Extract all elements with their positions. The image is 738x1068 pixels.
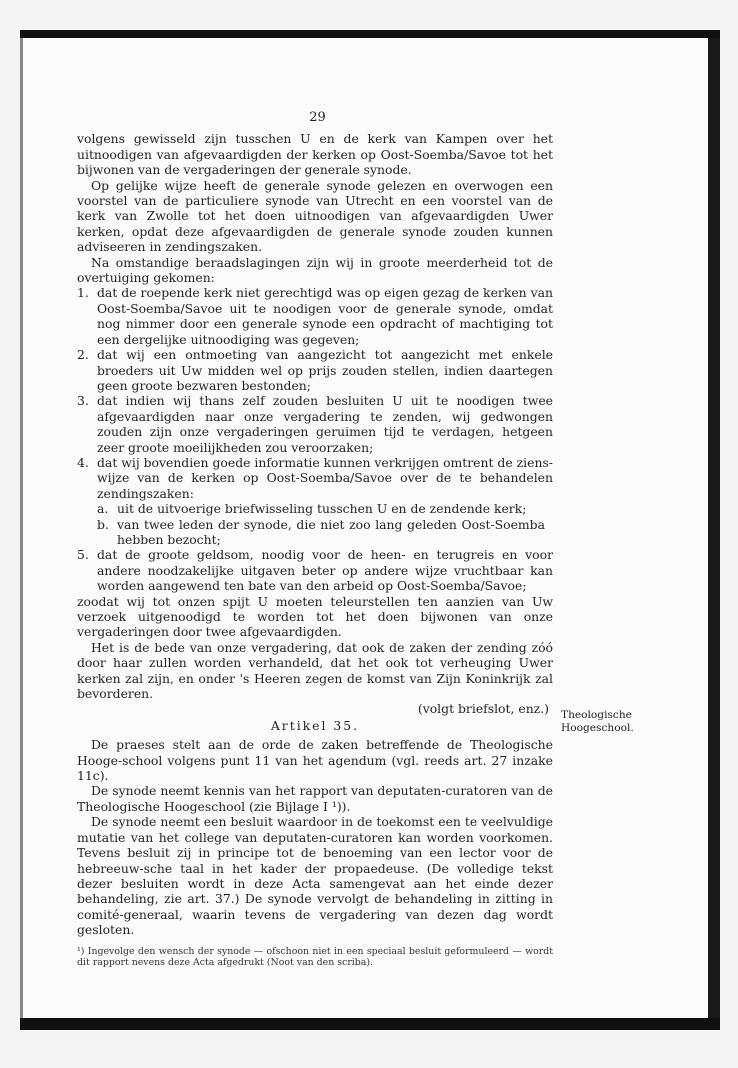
sub-item-letter: b. [97, 516, 109, 532]
sub-item-text: uit de uitvoerige briefwisseling tusschen U en de zendende kerk; [117, 501, 527, 517]
praeses-paragraph: De praeses stelt aan de orde de zaken betreffende de Theologische Hooge-school volgens punt 11 van het agendum (vgl. reeds art. 27 inzake 11c). [77, 737, 553, 784]
besluit-paragraph: De synode neemt een besluit waardoor in de toekomst een te veelvuldige mutatie van het college van deputaten-curatoren kan worden voorkomen. Tevens besluit zij in principe tot de benoeming van een lector voor de hebreeuw-sche taal in het kader der propaedeuse. (De volledige tekst dezer besluiten wordt in deze Acta samengevat aan het einde dezer behandeling, zie art. 37.) De synode vervolgt de behandeling in zitting in comité-generaal, waarin tevens de vergadering van dezen dag wordt gesloten. [77, 814, 553, 938]
article-heading: Artikel 35. [270, 717, 360, 733]
scan-border-right [708, 38, 720, 1028]
page-content [77, 110, 553, 969]
kennis-paragraph: De synode neemt kennis van het rapport van deputaten-curatoren van de Theologische Hoogeschool (zie Bijlage I ¹)). [77, 783, 553, 814]
list-item [77, 455, 553, 547]
footnote: ¹) Ingevolge den wensch der synode — ofschoon niet in een speciaal besluit geformuleerd — wordt dit rapport nevens deze Acta afgedrukt (Noot van den scriba). [77, 945, 553, 969]
intro-paragraph: volgens gewisseld zijn tusschen U en de kerk van Kampen over het uitnoodigen van afgevaardigden der kerken op Oost-Soemba/Savoe tot het bijwonen van de vergaderingen der generale synode. [77, 131, 553, 178]
zoodat-paragraph: zoodat wij tot onzen spijt U moeten teleurstellen ten aanzien van Uw verzoek uitgenoodigd te worden tot het doen bijwonen van onze vergaderingen door twee afgevaardigden. [77, 593, 553, 640]
list-item-text: dat de roepende kerk niet gerechtigd was op eigen gezag de kerken van Oost-Soemba/Savoe uit te noodigen voor de generale synode, omdat nog nimmer door een generale synode een opdracht of machtiging tot een dergelijke uitnoodiging was gegeven; [97, 285, 553, 347]
list-item-number: 4. [77, 454, 89, 470]
scan-border-top [20, 30, 720, 38]
sub-item-text: van twee leden der synode, die niet zoo lang geleden Oost-Soemba hebben bezocht; [117, 516, 545, 547]
list-item [77, 347, 553, 393]
list-item-number: 2. [77, 347, 89, 363]
scan-border-bottom [20, 1018, 720, 1030]
list-item [77, 547, 553, 593]
page-number: 29 [309, 110, 326, 125]
list-item-text: dat de groote geldsom, noodig voor de heen- en terugreis en voor andere noodzakelijke uitgaven beter op andere wijze vruchtbaar kan worden aangewend ten bate van den arbeid op Oost-Soemba/Savoe; [97, 547, 553, 594]
utrecht-paragraph: Op gelijke wijze heeft de generale synode gelezen en overwogen een voorstel van de particuliere synode van Utrecht en een voorstel van de kerk van Zwolle tot het doen uitnoodigen van afgevaardigden Uwer kerken, opdat deze afgevaardigden de generale synode zouden kunnen adviseeren in zendingszaken. [77, 177, 553, 255]
list-item [77, 393, 553, 455]
margin-note: Theologische Hoogeschool. [561, 709, 634, 734]
list-item-text: dat indien wij thans zelf zouden besluiten U uit te noodigen twee afgevaardigden naar onze vergadering te zenden, wij gedwongen zouden zijn onze vergaderingen geruimen tijd te verdagen, hetgeen zeer groote moeilijkheden zou veroorzaken; [97, 393, 553, 455]
list-item-number: 3. [77, 393, 89, 409]
sub-list-item [97, 501, 553, 516]
list-item-number: 5. [77, 547, 89, 563]
sub-list-item [97, 517, 553, 548]
list-item-number: 1. [77, 285, 89, 301]
sub-item-letter: a. [97, 501, 109, 517]
list-item-text: dat wij een ontmoeting van aangezicht tot aangezicht met enkele broeders uit Uw midden wel op prijs zouden stellen, indien daartegen geen groote bezwaren bestonden; [97, 347, 553, 393]
sub-list [97, 501, 553, 547]
conclusion-list [77, 285, 553, 593]
conclusion-paragraph: Na omstandige beraadslagingen zijn wij in groote meerderheid tot de overtuiging gekomen: [77, 254, 553, 286]
bede-paragraph: Het is de bede van onze vergadering, dat ook de zaken der zending zóó door haar zullen worden verhandeld, dat het ook tot verheuging Uwer kerken zal zijn, en onder 's Heeren zegen de komst van Zijn Koninkrijk zal bevorderen. [77, 639, 553, 702]
list-item-text: dat wij bovendien goede informatie kunnen verkrijgen omtrent de ziens-wijze van de kerken op Oost-Soemba/Savoe over de te behandelen zendingszaken: [97, 454, 553, 501]
list-item [77, 285, 553, 347]
closing-note: (volgt briefslot, enz.) [417, 701, 549, 717]
